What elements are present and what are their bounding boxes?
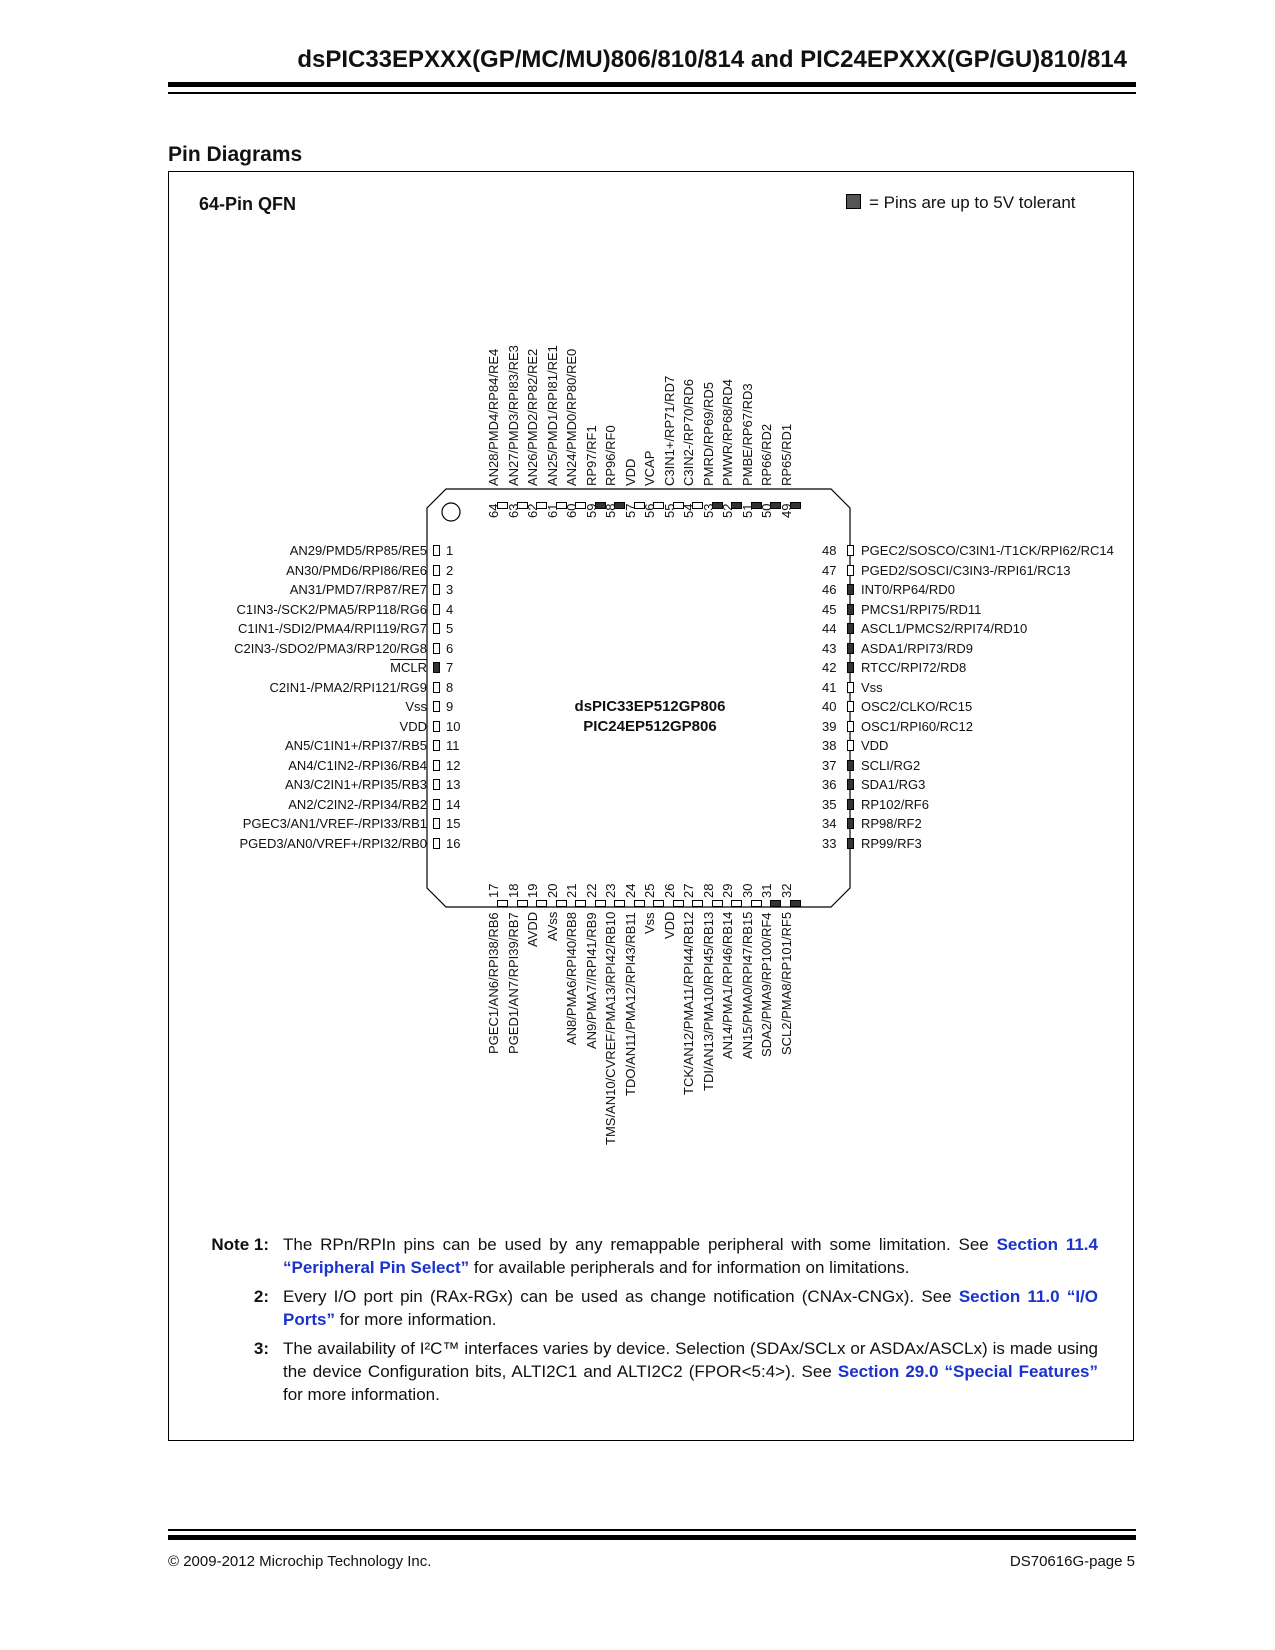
pin-number: 13 xyxy=(446,777,461,792)
pin-number: 27 xyxy=(681,883,696,898)
pin-name: SCLI/RG2 xyxy=(861,757,921,773)
pin-number: 34 xyxy=(822,816,837,831)
pin-name: AN14/PMA1/RPI46/RB14 xyxy=(720,911,735,1059)
pin-number: 49 xyxy=(778,503,794,518)
footer-rule-thick xyxy=(168,1535,1136,1540)
pin-name: C3IN2-/RP70/RD6 xyxy=(681,379,696,486)
pin-number: 31 xyxy=(759,883,774,898)
pin-name: AN15/PMA0/RPI47/RB15 xyxy=(739,911,755,1059)
note-1 xyxy=(203,1233,1098,1279)
pin-number: 63 xyxy=(505,503,521,518)
pin-number: 4 xyxy=(446,601,454,617)
pin-number: 60 xyxy=(564,503,579,518)
pin-name: VDD xyxy=(622,458,638,486)
pin-number: 61 xyxy=(544,503,560,518)
pin-number: 18 xyxy=(505,883,521,898)
pin-name: PGEC3/AN1/VREF-/RPI33/RB1 xyxy=(242,816,427,831)
pin-35-pad xyxy=(847,799,854,810)
pin-36-pad xyxy=(847,779,854,790)
pin-number: 8 xyxy=(446,679,454,695)
pin-name: RTCC/RPI72/RD8 xyxy=(861,660,967,675)
pin-6-pad xyxy=(433,643,440,654)
device-label xyxy=(540,697,760,737)
pin-name: AN5/C1IN1+/RPI37/RB5 xyxy=(285,738,427,753)
pin-name: AN27/PMD3/RPI83/RE3 xyxy=(505,345,521,486)
pin-name: RP102/RF6 xyxy=(861,796,929,812)
pin-3-pad xyxy=(433,584,440,595)
note-link[interactable]: Section 11.4 “Peripheral Pin Select” xyxy=(283,1235,1098,1277)
pin-number: 45 xyxy=(822,601,837,617)
pin-name: C1IN3-/SCK2/PMA5/RP118/RG6 xyxy=(236,601,427,617)
pin-name: PMBE/RP67/RD3 xyxy=(739,383,755,486)
pin-name: Vss xyxy=(861,679,883,695)
pin-number: 43 xyxy=(822,640,837,656)
note-text: Every I/O port pin (RAx-RGx) can be used as change notification (CNAx-CNGx). See xyxy=(283,1287,959,1306)
pin-number: 38 xyxy=(822,738,837,753)
pin-number: 33 xyxy=(822,835,837,851)
pin-name: RP98/RF2 xyxy=(861,816,922,831)
pin-name: TMS/AN10/CVREF/PMA13/RPI42/RB10 xyxy=(603,911,618,1145)
pin-7-pad xyxy=(433,662,440,673)
package-title: 64-Pin QFN xyxy=(199,194,297,214)
pin-number: 28 xyxy=(700,883,716,898)
pin-name: C3IN1+/RP71/RD7 xyxy=(661,375,677,486)
pin-10-pad xyxy=(433,721,440,732)
pin-name: AN25/PMD1/RPI81/RE1 xyxy=(544,345,560,486)
pin-name: C2IN1-/PMA2/RPI121/RG9 xyxy=(269,679,427,695)
pin-14-pad xyxy=(433,799,440,810)
pin-number: 21 xyxy=(564,883,579,898)
note-3 xyxy=(203,1337,1098,1406)
pin-16-pad xyxy=(433,838,440,849)
pin-number: 19 xyxy=(525,883,540,898)
pin-name: INT0/RP64/RD0 xyxy=(861,582,955,597)
pin-18-pad xyxy=(517,900,528,907)
pin-38-pad xyxy=(847,740,854,751)
pin-21-pad xyxy=(575,900,586,907)
note-label: Note 1: xyxy=(211,1235,269,1254)
pin-name: AN24/PMD0/RP80/RE0 xyxy=(564,348,579,486)
footer-rule-thin xyxy=(168,1529,1136,1531)
pin-name: PMRD/RP69/RD5 xyxy=(700,381,716,486)
pin-number: 62 xyxy=(525,503,540,518)
pin-number: 2 xyxy=(446,562,454,578)
pin-number: 23 xyxy=(603,883,618,898)
pin-name: VCAP xyxy=(642,450,657,486)
pin-number: 29 xyxy=(720,883,735,898)
document-header-title: dsPIC33EPXXX(GP/MC/MU)806/810/814 and PIC24EPXXX(GP/GU)810/814 xyxy=(297,46,1127,73)
notes-section xyxy=(203,1233,1098,1412)
legend-text: = Pins are up to 5V tolerant xyxy=(869,193,1076,212)
note-text: for more information. xyxy=(334,1310,497,1329)
pin-number: 52 xyxy=(720,503,735,518)
pin-44-pad xyxy=(847,623,854,634)
pin-name: PMWR/RP68/RD4 xyxy=(720,379,735,486)
pin-name: AN4/C1IN2-/RPI36/RB4 xyxy=(288,757,427,773)
footer-page-number: DS70616G-page 5 xyxy=(1009,1553,1135,1570)
pin-number: 3 xyxy=(446,582,454,597)
pin-number: 20 xyxy=(544,883,560,898)
pin-number: 9 xyxy=(446,699,454,714)
pin-42-pad xyxy=(847,662,854,673)
pin-name: VDD xyxy=(399,718,427,734)
pin-name: RP65/RD1 xyxy=(778,423,794,486)
pin-number: 26 xyxy=(661,883,677,898)
pin-name: ASDA1/RPI73/RD9 xyxy=(861,640,973,656)
pin-15-pad xyxy=(433,818,440,829)
pin-name: SDA2/PMA9/RP100/RF4 xyxy=(759,912,774,1057)
pin-number: 42 xyxy=(822,660,837,675)
pin1-indicator-icon xyxy=(442,503,460,521)
pin-name: C2IN3-/SDO2/PMA3/RP120/RG8 xyxy=(234,640,427,656)
pin-4-pad xyxy=(433,604,440,615)
pin-number: 46 xyxy=(822,582,837,597)
pin-name: VDD xyxy=(861,738,889,753)
pin-name: RP96/RF0 xyxy=(603,425,618,486)
note-label: 3: xyxy=(253,1339,269,1358)
pin-number: 40 xyxy=(822,699,837,714)
pin-name: OSC1/RPI60/RC12 xyxy=(861,718,973,734)
pin-number: 32 xyxy=(778,883,794,898)
pin-name: C1IN1-/SDI2/PMA4/RPI119/RG7 xyxy=(237,621,427,636)
pin-name: AN3/C2IN1+/RPI35/RB3 xyxy=(285,777,427,792)
pin-number: 55 xyxy=(661,503,677,518)
pin-12-pad xyxy=(433,760,440,771)
pin-name: SCL2/PMA8/RP101/RF5 xyxy=(778,911,794,1055)
pin-number: 56 xyxy=(642,503,657,518)
pin-name: RP99/RF3 xyxy=(861,835,922,851)
pin-31-pad xyxy=(770,900,781,907)
pin-number: 37 xyxy=(822,757,837,773)
pin-number: 10 xyxy=(446,718,461,734)
pin-27-pad xyxy=(692,900,703,907)
pin-number: 59 xyxy=(583,503,599,518)
pin-1-pad xyxy=(433,545,440,556)
pin-number: 15 xyxy=(446,816,461,831)
pin-11-pad xyxy=(433,740,440,751)
pin-name: OSC2/CLKO/RC15 xyxy=(861,699,973,714)
pin-name: PGED1/AN7/RPI39/RB7 xyxy=(505,912,521,1054)
pin-45-pad xyxy=(847,604,854,615)
pin-number: 41 xyxy=(822,679,837,695)
pin-39-pad xyxy=(847,721,854,732)
pin-name: RP97/RF1 xyxy=(583,425,599,486)
pin-name: TDI/AN13/PMA10/RPI45/RB13 xyxy=(700,911,716,1091)
note-2 xyxy=(203,1285,1098,1331)
pin-number: 11 xyxy=(446,738,460,753)
note-text: The RPn/RPIn pins can be used by any remappable peripheral with some limitation. See xyxy=(283,1235,997,1254)
pin-41-pad xyxy=(847,682,854,693)
pin-5-pad xyxy=(433,623,440,634)
pin-19-pad xyxy=(536,900,547,907)
pin-name: PMCS1/RPI75/RD11 xyxy=(861,601,982,617)
pin-24-pad xyxy=(634,900,645,907)
pin-13-pad xyxy=(433,779,440,790)
pin-number: 39 xyxy=(822,718,837,734)
pin-name: PGEC2/SOSCO/C3IN1-/T1CK/RPI62/RC14 xyxy=(861,543,1114,558)
pin-name: AVDD xyxy=(525,911,540,947)
pin-name: AN31/PMD7/RP87/RE7 xyxy=(289,582,427,597)
note-text: for available peripherals and for information on limitations. xyxy=(469,1258,910,1277)
footer-copyright: © 2009-2012 Microchip Technology Inc. xyxy=(168,1553,432,1570)
pin-26-pad xyxy=(673,900,684,907)
device-name-dspic: dsPIC33EP512GP806 xyxy=(574,698,726,715)
pin-name: AN9/PMA7//RPI41/RB9 xyxy=(583,912,599,1049)
note-text: The availability of I²C™ interfaces varies by device. Selection (SDAx/SCLx or ASDAx/ASCLx) is made using the device Configuration bits, ALTI2C1 and ALTI2C2 (FPOR<5:4>). See xyxy=(283,1339,1098,1381)
pin-name: Vss xyxy=(405,699,427,714)
device-name-pic24: PIC24EP512GP806 xyxy=(583,718,717,735)
pin-22-pad xyxy=(595,900,606,907)
pin-number: 58 xyxy=(603,503,618,518)
pin-33-pad xyxy=(847,838,854,849)
pin-40-pad xyxy=(847,701,854,712)
pin-8-pad xyxy=(433,682,440,693)
pin-number: 64 xyxy=(486,503,501,518)
pin-name: AN2/C2IN2-/RPI34/RB2 xyxy=(288,796,427,812)
pin-43-pad xyxy=(847,643,854,654)
pin-number: 35 xyxy=(822,796,837,812)
pin-34-pad xyxy=(847,818,854,829)
pin-name: PGEC1/AN6/RPI38/RB6 xyxy=(486,912,501,1054)
pin-17-pad xyxy=(497,900,508,907)
pin-name: ASCL1/PMCS2/RPI74/RD10 xyxy=(861,621,1028,636)
pin-number: 57 xyxy=(622,503,638,518)
note-link[interactable]: Section 29.0 “Special Features” xyxy=(837,1362,1098,1381)
pin-number: 14 xyxy=(446,796,461,812)
pin-number: 51 xyxy=(739,503,755,518)
pin-number: 53 xyxy=(700,503,716,518)
pin-28-pad xyxy=(712,900,723,907)
pin-number: 25 xyxy=(642,883,657,898)
pin-number: 47 xyxy=(822,562,837,578)
pin-name: RP66/RD2 xyxy=(759,423,774,486)
pin-37-pad xyxy=(847,760,854,771)
pin-number: 6 xyxy=(446,640,454,656)
pin-name: VDD xyxy=(661,911,677,939)
pin-number: 17 xyxy=(486,883,501,898)
pin-20-pad xyxy=(556,900,567,907)
pin-number: 54 xyxy=(681,503,696,518)
pin-name: TDO/AN11/PMA12/RPI43/RB11 xyxy=(622,912,638,1096)
pin-name: AN26/PMD2/RP82/RE2 xyxy=(525,348,540,486)
pin-name: AN8/PMA6/RPI40/RB8 xyxy=(564,912,579,1045)
pin-number: 30 xyxy=(739,883,755,898)
pin-2-pad xyxy=(433,565,440,576)
pin-number: 50 xyxy=(759,503,774,518)
pin-25-pad xyxy=(653,900,664,907)
pin-name: AN28/PMD4/RP84/RE4 xyxy=(486,348,501,486)
pin-32-pad xyxy=(790,900,801,907)
pin-number: 36 xyxy=(822,777,837,792)
pin-number: 12 xyxy=(446,757,461,773)
pin-number: 1 xyxy=(446,543,454,558)
pin-number: 24 xyxy=(622,883,638,898)
pin-30-pad xyxy=(751,900,762,907)
note-link[interactable]: Section 11.0 “I/O Ports” xyxy=(283,1287,1098,1329)
pin-9-pad xyxy=(433,701,440,712)
pin-number: 44 xyxy=(822,621,837,636)
pin-name: PGED2/SOSCI/C3IN3-/RPI61/RC13 xyxy=(861,562,1071,578)
pin-48-pad xyxy=(847,545,854,556)
pin-name: TCK/AN12/PMA11/RPI44/RB12 xyxy=(681,911,696,1095)
note-text: for more information. xyxy=(283,1385,440,1404)
section-title: Pin Diagrams xyxy=(168,143,303,166)
pin-29-pad xyxy=(731,900,742,907)
pin-46-pad xyxy=(847,584,854,595)
pin-number: 16 xyxy=(446,835,461,851)
pin-name: AN30/PMD6/RPI86/RE6 xyxy=(286,562,427,578)
pin-name: SDA1/RG3 xyxy=(861,777,926,792)
pin-23-pad xyxy=(614,900,625,907)
pin-name: AVss xyxy=(544,911,560,941)
pin-name: Vss xyxy=(642,912,657,934)
pin-name: PGED3/AN0/VREF+/RPI32/RB0 xyxy=(239,835,427,851)
pin-name: AN29/PMD5/RP85/RE5 xyxy=(289,543,427,558)
pin-number: 22 xyxy=(583,883,599,898)
pin-47-pad xyxy=(847,565,854,576)
note-label: 2: xyxy=(253,1287,269,1306)
pin-name: MCLR xyxy=(390,660,427,675)
pin-number: 48 xyxy=(822,543,837,558)
pin-number: 7 xyxy=(446,660,454,675)
pin-number: 5 xyxy=(446,621,454,636)
